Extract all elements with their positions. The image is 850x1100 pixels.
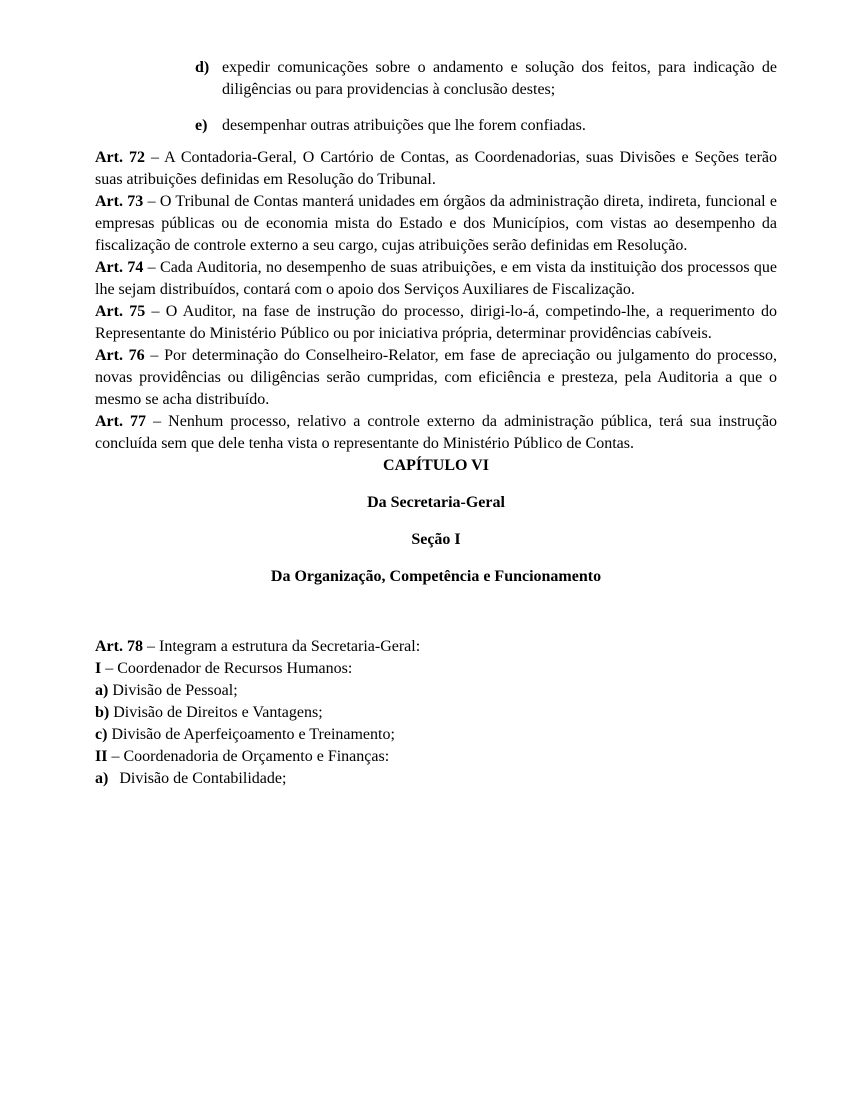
section-heading: Seção I bbox=[411, 531, 461, 548]
structure-item-I-c-text: Divisão de Aperfeiçoamento e Treinamento; bbox=[111, 726, 395, 743]
structure-item-II-a bbox=[95, 768, 777, 790]
article-78-dash: – bbox=[146, 638, 155, 655]
article-75 bbox=[95, 301, 777, 345]
article-72-dash: – bbox=[151, 149, 160, 166]
structure-item-I-c bbox=[95, 724, 777, 746]
article-75-label: Art. 75 bbox=[95, 303, 146, 320]
structure-item-II-a-label: a) bbox=[95, 770, 109, 787]
structure-item-I-a-text: Divisão de Pessoal; bbox=[112, 682, 238, 699]
list-item-e bbox=[195, 115, 777, 137]
article-74-dash: – bbox=[147, 259, 156, 276]
article-76 bbox=[95, 345, 777, 411]
section-subtitle: Da Organização, Competência e Funcionamento bbox=[270, 568, 602, 585]
article-77 bbox=[95, 411, 777, 455]
article-72-text: A Contadoria-Geral, O Cartório de Contas, as Coordenadorias, suas Divisões e Seções terão suas atribuições definidas em Resolução do Tribunal. bbox=[95, 149, 778, 188]
article-77-dash: – bbox=[153, 413, 162, 430]
chapter-subtitle: Da Secretaria-Geral bbox=[367, 494, 505, 511]
structure-item-I-text: Coordenador de Recursos Humanos: bbox=[117, 660, 353, 677]
structure-item-I-dash: – bbox=[105, 660, 114, 677]
article-73-dash: – bbox=[147, 193, 156, 210]
article-74 bbox=[95, 257, 777, 301]
article-78 bbox=[95, 636, 777, 658]
structure-item-I-a bbox=[95, 680, 777, 702]
article-73-text: O Tribunal de Contas manterá unidades em órgãos da administração direta, indireta, funcional e empresas públicas ou de economia mista do Estado e dos Municípios, com vistas ao desempenho da fiscalização de controle externo a seu cargo, cujas atribuições serão definidas em Resolução. bbox=[95, 193, 778, 254]
list-item-e-label: e) bbox=[195, 117, 208, 134]
article-77-text: Nenhum processo, relativo a controle externo da administração pública, terá sua instrução concluída sem que dele tenha vista o representante do Ministério Público de Contas. bbox=[95, 413, 778, 452]
article-72-label: Art. 72 bbox=[95, 149, 145, 166]
article-76-label: Art. 76 bbox=[95, 347, 145, 364]
article-78-text: Integram a estrutura da Secretaria-Geral: bbox=[158, 638, 421, 655]
structure-item-I-b bbox=[95, 702, 777, 724]
article-73 bbox=[95, 191, 777, 257]
list-item-d-text: expedir comunicações sobre o andamento e solução dos feitos, para indicação de diligências ou para providencias à conclusão destes; bbox=[222, 59, 777, 98]
chapter-heading: CAPÍTULO VI bbox=[383, 457, 489, 474]
structure-item-I-b-label: b) bbox=[95, 704, 110, 721]
article-75-text: O Auditor, na fase de instrução do processo, dirigi-lo-á, competindo-lhe, a requerimento do Representante do Ministério Público ou por iniciativa própria, determinar providências cabíveis. bbox=[95, 303, 778, 342]
list-item-e-text: desempenhar outras atribuições que lhe forem confiadas. bbox=[222, 117, 586, 134]
structure-item-II bbox=[95, 746, 777, 768]
structure-item-II-a-text: Divisão de Contabilidade; bbox=[119, 770, 287, 787]
article-75-dash: – bbox=[151, 303, 160, 320]
list-item-d bbox=[195, 57, 777, 101]
article-74-label: Art. 74 bbox=[95, 259, 144, 276]
article-76-text: Por determinação do Conselheiro-Relator, em fase de apreciação ou julgamento do processo, novas providências ou diligências serão cumpridas, com eficiência e presteza, pela Auditoria a que o mesmo se acha distribuído. bbox=[95, 347, 778, 408]
structure-item-I-c-label: c) bbox=[95, 726, 108, 743]
structure-item-II-dash: – bbox=[111, 748, 120, 765]
structure-item-I-b-text: Divisão de Direitos e Vantagens; bbox=[113, 704, 323, 721]
structure-item-I bbox=[95, 658, 777, 680]
list-item-d-label: d) bbox=[195, 59, 210, 76]
structure-item-II-label: II bbox=[95, 748, 108, 765]
article-76-dash: – bbox=[150, 347, 159, 364]
structure-item-I-a-label: a) bbox=[95, 682, 109, 699]
article-72 bbox=[95, 147, 777, 191]
article-73-label: Art. 73 bbox=[95, 193, 144, 210]
article-77-label: Art. 77 bbox=[95, 413, 147, 430]
article-78-label: Art. 78 bbox=[95, 638, 143, 655]
article-74-text: Cada Auditoria, no desempenho de suas atribuições, e em vista da instituição dos processos que lhe sejam distribuídos, contará com o apoio dos Serviços Auxiliares de Fiscalização. bbox=[95, 259, 778, 298]
structure-item-II-text: Coordenadoria de Orçamento e Finanças: bbox=[123, 748, 390, 765]
structure-item-I-label: I bbox=[95, 660, 102, 677]
